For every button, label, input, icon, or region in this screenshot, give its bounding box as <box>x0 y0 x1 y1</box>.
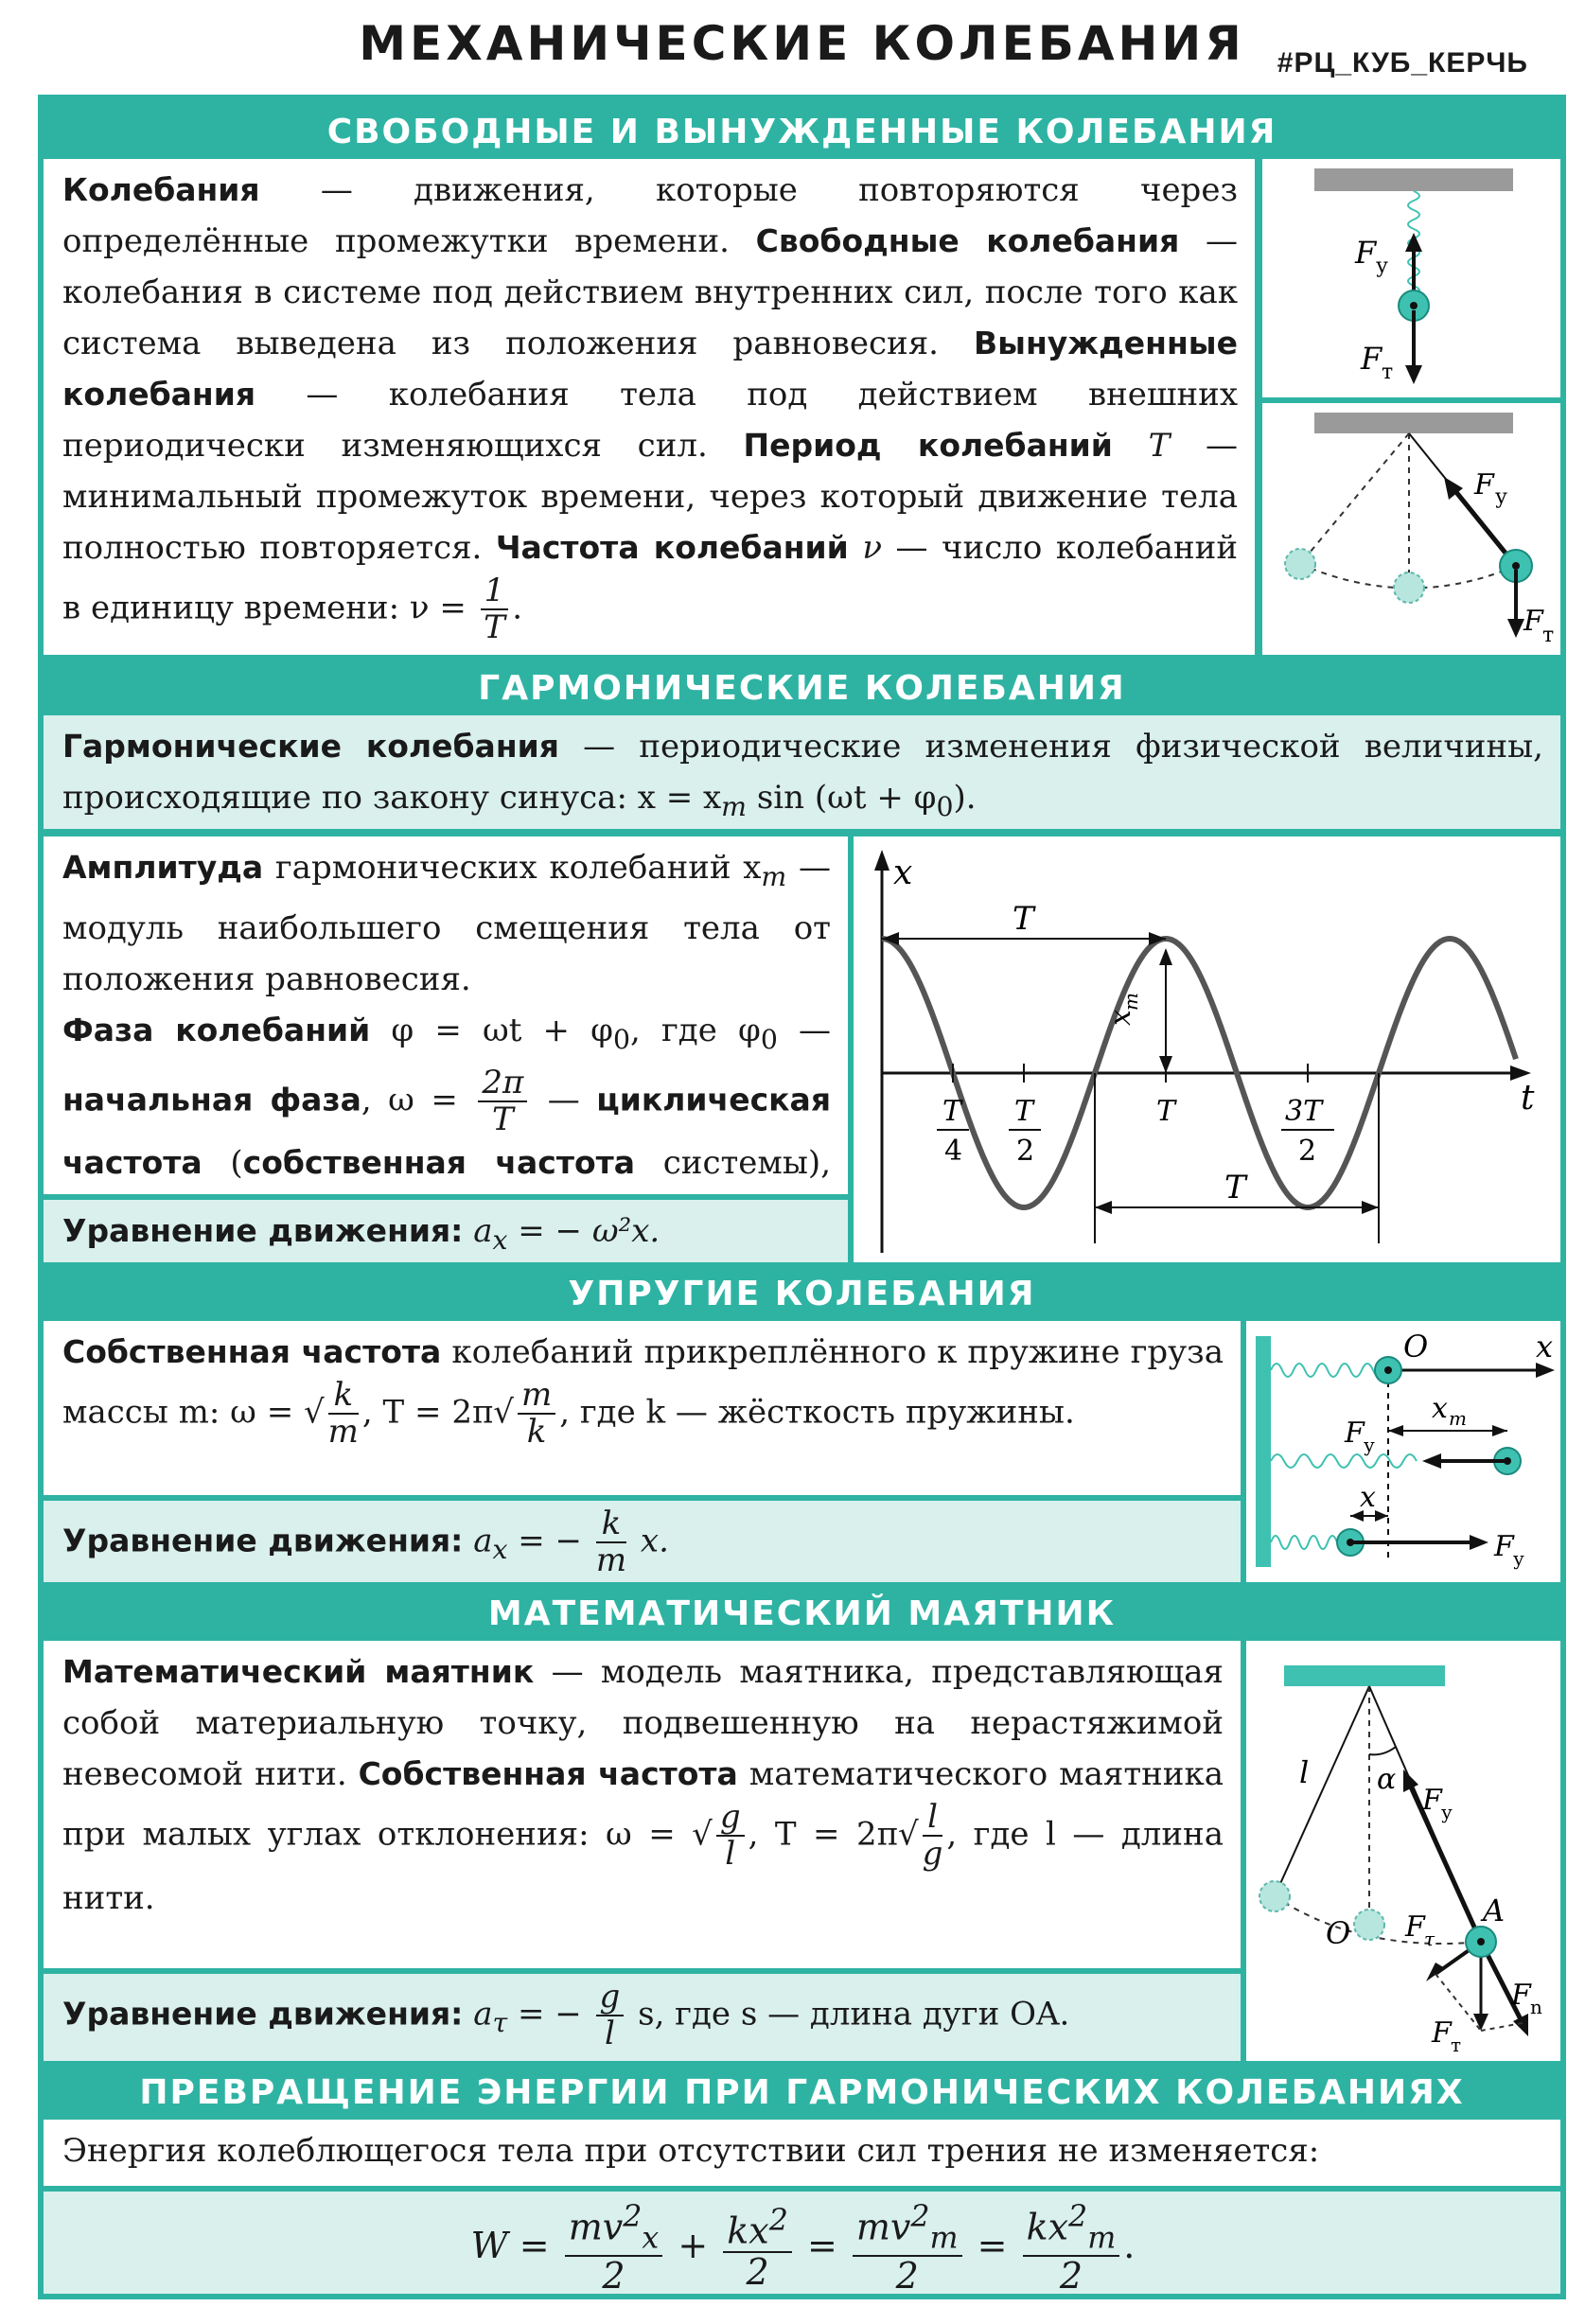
term-free-oscillation: Свободные колебания <box>755 222 1180 259</box>
fraction-k-over-m <box>328 1378 359 1451</box>
harmonic-def-box <box>44 715 1560 829</box>
ball-ghost <box>1354 1910 1384 1940</box>
fraction-1-over-T <box>481 573 509 646</box>
fraction-kx2-over-2 <box>723 2205 792 2293</box>
text-span: 0 <box>612 1023 631 1055</box>
text-span: ). <box>953 779 977 817</box>
text-span: a <box>463 1995 493 2034</box>
fraction-denominator: 2 <box>895 2255 919 2294</box>
arrow-head <box>1473 2014 1488 2031</box>
fraction-mvx2-over-2 <box>565 2201 663 2294</box>
fraction-denominator: 2 <box>1059 2255 1083 2294</box>
ball-ghost <box>1259 1881 1290 1911</box>
horizontal-spring-figure <box>1246 1321 1560 1582</box>
fraction-numerator: k <box>596 1506 626 1543</box>
math-pendulum-figure <box>1246 1641 1560 2061</box>
fraction-numerator: 2π <box>478 1065 527 1102</box>
period-label-top: T <box>1013 900 1034 938</box>
amp-label-text: x <box>1104 1010 1137 1026</box>
fraction-denominator: k <box>526 1413 547 1452</box>
tick-label-num: T <box>942 1095 962 1128</box>
text-span: T <box>1112 427 1171 465</box>
arrow-head <box>1095 1201 1112 1214</box>
text-span: a <box>463 1212 493 1250</box>
spring-figure <box>1262 159 1560 397</box>
section-header-free: СВОБОДНЫЕ И ВЫНУЖДЕННЫЕ КОЛЕБАНИЯ <box>326 113 1277 151</box>
text-span: kx <box>1026 2206 1069 2248</box>
label-fn: F <box>1511 1979 1531 2012</box>
thread-left <box>1300 433 1409 564</box>
content-frame <box>38 95 1566 2299</box>
text-span: — <box>777 1011 831 1049</box>
fraction-k-over-m <box>596 1506 626 1579</box>
arrow-head <box>1422 1453 1441 1469</box>
text-span: системы), <box>662 1144 831 1183</box>
equation-label: Уравнение движения: <box>62 1212 464 1249</box>
label-fy: F <box>1474 468 1494 502</box>
math-pendulum-eq <box>44 1974 1241 2052</box>
free-text <box>44 159 1255 646</box>
text-span: , T = 2π√ <box>748 1815 919 1854</box>
math-pendulum-text-box <box>44 1641 1241 1968</box>
fraction-numerator <box>1023 2201 1120 2257</box>
label-x: x <box>1536 1329 1554 1364</box>
ball-ghost-center <box>1394 572 1424 603</box>
text-span: ( <box>202 1144 243 1183</box>
label-sub: у <box>1376 255 1388 278</box>
text-span: — периодические изменения физической величины, происходящие по закону синуса: x = x <box>62 728 1543 817</box>
tick-label-den: 2 <box>1298 1135 1317 1168</box>
fraction-numerator: m <box>518 1378 555 1415</box>
text-span: x <box>492 1224 508 1256</box>
fraction-numerator <box>853 2201 962 2257</box>
arrow-head <box>1375 1510 1388 1522</box>
spring-1 <box>1271 1364 1384 1377</box>
math-pendulum-svg <box>1246 1641 1560 2061</box>
label-ft: F <box>1432 2016 1452 2050</box>
elastic-text-box <box>44 1321 1241 1495</box>
label-fy: F <box>1355 235 1377 271</box>
label-l: l <box>1299 1754 1310 1790</box>
fraction-denominator: l <box>604 2015 615 2053</box>
angle-arc <box>1369 1747 1396 1754</box>
text-span: , где φ <box>630 1011 761 1049</box>
text-span: 0 <box>760 1023 778 1055</box>
text-span: ν <box>848 529 882 567</box>
sine-graph-svg <box>854 836 1560 1262</box>
fraction-numerator <box>723 2205 792 2253</box>
arrow-head <box>1362 1201 1379 1214</box>
label-alpha: α <box>1377 1763 1397 1796</box>
text-span: + <box>666 2224 720 2266</box>
thread-left <box>1275 1686 1369 1896</box>
label-o: O <box>1326 1915 1351 1951</box>
amplitude-paragraph <box>62 842 831 1005</box>
fraction-denominator: T <box>484 608 505 647</box>
text-span: — модуль наибольшего смещения тела от положения равновесия. <box>62 849 831 998</box>
harmonic-eq-box <box>44 1200 848 1262</box>
ceiling <box>1284 1665 1445 1686</box>
text-span: mv <box>568 2206 624 2248</box>
spring-3 <box>1271 1536 1347 1549</box>
label-fy: F <box>1494 1530 1514 1563</box>
amp-label-sub: m <box>1119 993 1142 1011</box>
label-sub: τ <box>1424 1928 1435 1950</box>
fraction-numerator: k <box>328 1378 359 1415</box>
text-span: m <box>761 860 787 892</box>
term-period: Период колебаний <box>743 427 1113 464</box>
text-span: . <box>512 589 523 627</box>
fraction-numerator: l <box>923 1800 943 1837</box>
fraction-g-over-l <box>596 1980 625 2052</box>
text-span: x. <box>630 1522 669 1560</box>
text-span: = − ω²x. <box>507 1212 660 1250</box>
elastic-text <box>44 1321 1241 1451</box>
section-header-math-pendulum: МАТЕМАТИЧЕСКИЙ МАЯТНИК <box>487 1594 1117 1633</box>
energy-text-box <box>44 2120 1560 2186</box>
energy-text: Энергия колеблющегося тела при отсутствии сил трения не изменяется: <box>62 2132 1320 2170</box>
energy-formula <box>44 2192 1560 2294</box>
arrow-head <box>1507 619 1524 638</box>
text-span: mv <box>855 2206 911 2248</box>
math-pendulum-text <box>44 1641 1241 1924</box>
text-span: — движения, которые повторяются через определённые промежутки времени. <box>62 171 1238 260</box>
fraction-denominator: m <box>327 1413 359 1452</box>
text-span: — колебания в системе под действием внутренних сил, после того как система выведена из положения равновесия. <box>62 222 1238 362</box>
section-header-harmonic: ГАРМОНИЧЕСКИЕ КОЛЕБАНИЯ <box>478 669 1126 708</box>
ball-center <box>1410 302 1418 309</box>
label-sub: у <box>1495 485 1507 509</box>
label-sub: у <box>1441 1801 1453 1823</box>
text-span: 2 <box>910 2200 930 2234</box>
equation-label: Уравнение движения: <box>62 1995 464 2033</box>
fraction-2pi-over-T <box>478 1065 527 1138</box>
sine-graph <box>854 836 1560 1262</box>
text-span: , T = 2π√ <box>361 1393 514 1432</box>
amp-label <box>1104 993 1142 1026</box>
text-span: s, где s — длина дуги OA. <box>627 1995 1070 2034</box>
arrow-head <box>1426 1963 1445 1981</box>
label-fy: F <box>1345 1417 1365 1450</box>
term-oscillation: Колебания <box>62 171 260 208</box>
arrow-head <box>1159 948 1172 965</box>
fraction-numerator: g <box>716 1800 745 1837</box>
text-span: — минимальный промежуток времени, через который движение тела полностью повторяется. <box>62 427 1238 567</box>
label-x: x <box>1360 1481 1376 1514</box>
spring-diagram <box>1262 159 1560 397</box>
section-header-elastic: УПРУГИЕ КОЛЕБАНИЯ <box>568 1275 1036 1313</box>
term-natural-frequency: Собственная частота <box>62 1333 442 1370</box>
ball-ghost-left <box>1285 549 1315 579</box>
tick-label-den: 2 <box>1016 1135 1035 1168</box>
text-span: гармонических колебаний x <box>263 849 762 887</box>
term-math-pendulum: Математический маятник <box>62 1653 535 1690</box>
label-sub: т <box>1542 624 1555 647</box>
term-forced-oscillation: Вынужденные колебания <box>62 325 1238 413</box>
fraction-numerator: g <box>596 1980 625 2016</box>
axis-label-t: t <box>1521 1079 1535 1118</box>
elastic-eq-box <box>44 1501 1241 1582</box>
label-ft: F <box>1523 605 1543 638</box>
harmonic-eq <box>44 1200 848 1262</box>
term-frequency: Частота колебаний <box>495 529 849 566</box>
term-amplitude: Амплитуда <box>62 849 264 886</box>
arrow-head <box>1405 365 1422 384</box>
text-span: , где k — жёсткость пружины. <box>559 1393 1075 1432</box>
free-text-box <box>44 159 1255 655</box>
harmonic-text-box <box>44 836 848 1194</box>
pendulum-figure <box>1262 403 1560 655</box>
label-ft: F <box>1361 341 1382 377</box>
label-fy: F <box>1422 1784 1442 1817</box>
label-sub: у <box>1364 1434 1375 1456</box>
tick-label: T <box>1156 1095 1176 1128</box>
hashtag: #РЦ_КУБ_КЕРЧЬ <box>1277 47 1528 79</box>
axis-label-x: x <box>893 854 913 892</box>
ball-center <box>1477 1938 1485 1945</box>
text-span: m <box>929 2221 959 2256</box>
text-span: , где l — длина нити. <box>62 1815 1224 1917</box>
energy-formula-box <box>44 2192 1560 2294</box>
text-span: kx <box>727 2210 769 2252</box>
ceiling <box>1314 413 1513 433</box>
fraction-l-over-g <box>923 1800 943 1873</box>
wall <box>1256 1336 1271 1567</box>
page <box>38 0 1566 2324</box>
fraction-kxm2-over-2 <box>1023 2201 1120 2294</box>
fraction-numerator <box>565 2201 663 2257</box>
tick-label-den: 4 <box>944 1135 963 1168</box>
text-span: τ <box>492 2007 508 2039</box>
label-sub: т <box>1382 361 1394 384</box>
fraction-denominator: T <box>491 1100 514 1138</box>
arrow-head <box>1470 1535 1488 1550</box>
text-span: 0 <box>936 790 954 822</box>
elastic-eq <box>44 1501 1241 1579</box>
tick-label-num: T <box>1014 1095 1034 1128</box>
spring-2 <box>1271 1454 1417 1468</box>
section-header-energy: ПРЕВРАЩЕНИЕ ЭНЕРГИИ ПРИ ГАРМОНИЧЕСКИХ КОЛЕБАНИЯХ <box>139 2073 1465 2112</box>
label-sub: m <box>1449 1407 1467 1430</box>
text-span: m <box>721 790 748 822</box>
term-natural-frequency: собственная частота <box>242 1144 636 1182</box>
text-span: m <box>1087 2221 1117 2256</box>
fraction-denominator: l <box>725 1835 736 1874</box>
term-natural-frequency: Собственная частота <box>358 1755 738 1792</box>
arrow-head <box>1536 1363 1555 1378</box>
term-initial-phase: начальная фаза <box>62 1080 361 1118</box>
fraction-g-over-l <box>716 1800 745 1873</box>
tick-label-num: 3T <box>1285 1095 1323 1128</box>
label-ftau: F <box>1405 1910 1425 1944</box>
ball-center <box>1384 1366 1392 1374</box>
text-span: sin (ωt + φ <box>747 779 937 817</box>
label-a: A <box>1483 1893 1506 1928</box>
term-phase: Фаза колебаний <box>62 1011 371 1048</box>
fraction-denominator: m <box>595 1541 627 1580</box>
text-span: = − <box>507 1995 592 2034</box>
period-label-bottom: T <box>1224 1169 1246 1206</box>
fraction-numerator: 1 <box>481 573 509 610</box>
label-o: O <box>1403 1329 1429 1364</box>
text-span: 2 <box>1068 2200 1088 2234</box>
text-span: 2 <box>768 2203 788 2238</box>
text-span: = <box>965 2224 1019 2266</box>
text-span: — колебания тела под действием внешних периодически изменяющихся сил. <box>62 376 1238 465</box>
text-span: математического маятника при малых углах отклонения: ω = √ <box>62 1755 1224 1854</box>
math-pendulum-eq-box <box>44 1974 1241 2061</box>
label-sub: n <box>1530 1996 1542 2018</box>
text-span: . <box>1123 2224 1136 2266</box>
arrow-head <box>1388 1425 1403 1436</box>
text-span: колебаний прикреплённого к пружине груза массы m: ω = √ <box>62 1333 1224 1432</box>
term-cyclic-frequency: циклическая частота <box>62 1080 832 1182</box>
text-span: x <box>642 2221 660 2256</box>
ceiling <box>1314 168 1513 191</box>
page-title: МЕХАНИЧЕСКИЕ КОЛЕБАНИЯ <box>359 16 1245 71</box>
equation-label: Уравнение движения: <box>62 1522 464 1559</box>
text-span: — модель маятника, представляющая собой материальную точку, подвешенную на нерастяжимой невесомой нити. <box>62 1653 1224 1793</box>
text-span: = <box>795 2224 849 2266</box>
fraction-m-over-k <box>518 1378 555 1451</box>
text-span: = − <box>507 1522 592 1560</box>
pendulum-diagram <box>1262 403 1560 655</box>
text-span: 2 <box>623 2200 643 2234</box>
fraction-mvm2-over-2 <box>853 2201 962 2294</box>
phase-paragraph <box>62 1005 831 1194</box>
label-sub: т <box>1451 2034 1462 2056</box>
harmonic-def <box>44 715 1560 829</box>
text-span: x <box>492 1534 508 1566</box>
text-span: — число колебаний в единицу времени: ν = <box>62 529 1238 627</box>
text-span: W = <box>470 2224 561 2266</box>
axis-arrow <box>874 850 889 871</box>
ball-center <box>1512 562 1520 570</box>
text-span: φ = ωt + φ <box>370 1011 613 1049</box>
text-span: , ω = <box>361 1080 475 1118</box>
arrow-head <box>1492 1425 1507 1436</box>
text-span: — <box>531 1080 597 1118</box>
fraction-denominator: 2 <box>602 2255 625 2294</box>
fraction-denominator: g <box>922 1835 943 1874</box>
text-span: a <box>463 1522 493 1560</box>
harmonic-text <box>44 836 848 1194</box>
horizontal-spring-svg <box>1246 1321 1560 1582</box>
label-xm: x <box>1432 1392 1448 1425</box>
fraction-denominator: 2 <box>746 2251 769 2294</box>
term-harmonic: Гармонические колебания <box>62 728 559 765</box>
label-sub: у <box>1513 1547 1524 1570</box>
